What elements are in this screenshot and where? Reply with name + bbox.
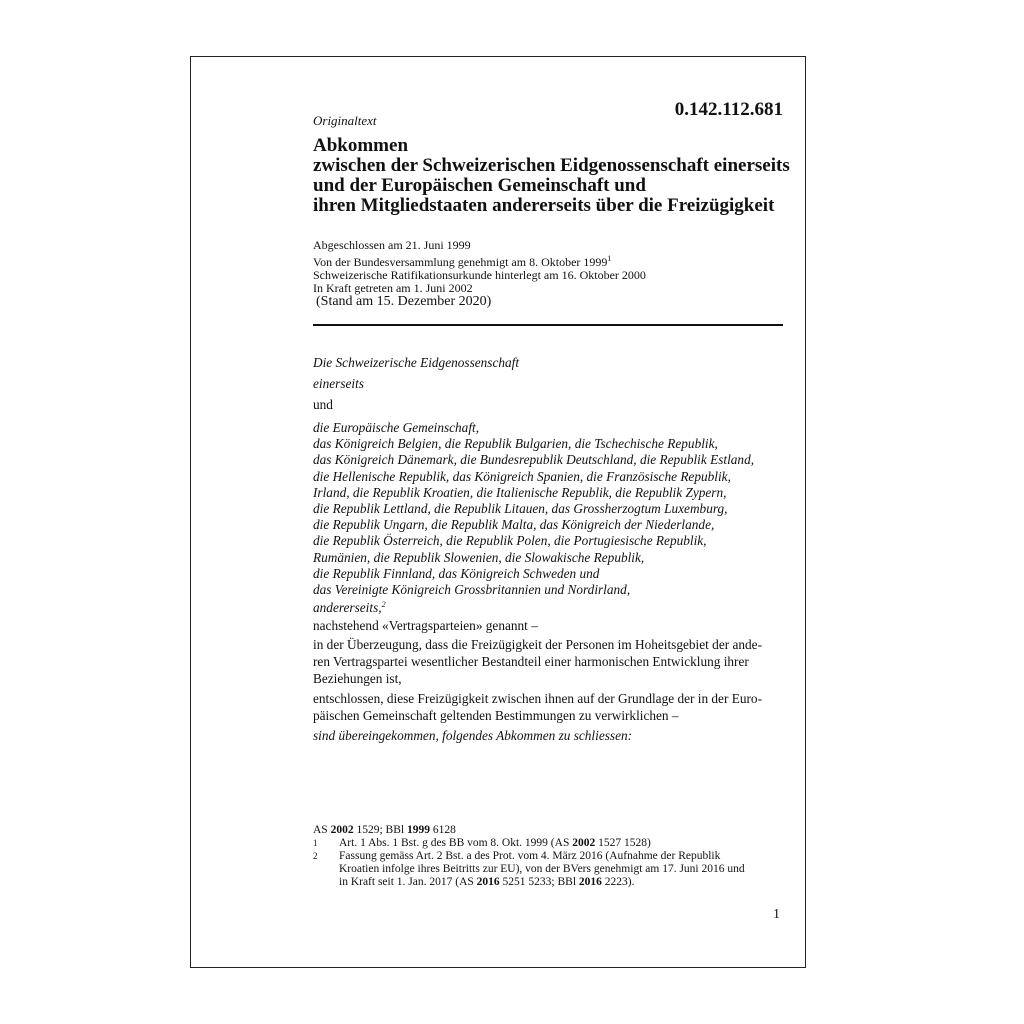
bold-text: 2016 xyxy=(476,876,500,888)
title-line: ihren Mitgliedstaaten andererseits über die Freizügigkeit xyxy=(313,195,775,216)
party-line: die Hellenische Republik, das Königreich Spanien, die Französische Republik, xyxy=(313,468,731,484)
text-line: in der Überzeugung, dass die Freizügigkeit der Personen im Hoheitsgebiet der ande- xyxy=(313,637,763,652)
divider xyxy=(313,324,783,326)
party-line: das Königreich Belgien, die Republik Bulgarien, die Tschechische Republik, xyxy=(313,436,718,452)
text-line: Beziehungen ist, xyxy=(313,671,402,686)
andererseits-text: andererseits, xyxy=(313,600,382,615)
text-line: ren Vertragspartei wesentlicher Bestandteil einer harmonischen Entwicklung ihrer xyxy=(313,654,749,669)
text-line: päischen Gemeinschaft geltenden Bestimmungen zu verwirklichen – xyxy=(313,708,679,723)
title-line: zwischen der Schweizerischen Eidgenossenschaft einerseits xyxy=(313,155,790,176)
page-number: 1 xyxy=(773,907,780,922)
text-line: entschlossen, diese Freizügigkeit zwischen ihnen auf der Grundlage der in der Euro- xyxy=(313,691,762,706)
closing-statement: sind übereingekommen, folgendes Abkommen zu schliessen: xyxy=(313,728,633,743)
entschlossen-paragraph xyxy=(313,690,762,724)
concluded-date: Abgeschlossen am 21. Juni 1999 xyxy=(313,238,471,252)
text-segment: in Kraft seit 1. Jan. 2017 (AS xyxy=(339,876,477,888)
sr-number: 0.142.112.681 xyxy=(674,99,783,120)
text-segment: 5251 5233; BBl xyxy=(499,876,579,888)
bold-text: 2016 xyxy=(578,876,602,888)
footnote-line xyxy=(339,837,651,850)
andererseits xyxy=(313,596,386,616)
document-title xyxy=(313,136,790,216)
nachstehend: nachstehend «Vertragsparteien» genannt – xyxy=(313,618,538,633)
title-line: und der Europäischen Gemeinschaft und xyxy=(313,175,646,196)
footnote-ref[interactable]: 1 xyxy=(607,254,612,263)
text-segment: Art. 1 Abs. 1 Bst. g des BB vom 8. Okt. 1999 (AS xyxy=(339,837,573,849)
footnote-ref[interactable]: 2 xyxy=(381,600,386,609)
in-force-date: In Kraft getreten am 1. Juni 2002 xyxy=(313,281,473,295)
footnote-text xyxy=(339,837,651,850)
text-segment: AS xyxy=(313,824,331,836)
document-metadata xyxy=(313,239,646,295)
approved-text: Von der Bundesversammlung genehmigt am 8. Oktober 1999 xyxy=(313,255,608,269)
footnote-list xyxy=(313,837,745,889)
ratification-date: Schweizerische Ratifikationsurkunde hinterlegt am 16. Oktober 2000 xyxy=(313,268,646,282)
bold-text: 2002 xyxy=(572,837,596,849)
footnote-text xyxy=(339,850,745,889)
footnote-number: 2 xyxy=(313,851,318,861)
text-segment: 1527 1528) xyxy=(595,837,651,849)
title-line: Abkommen xyxy=(313,135,409,156)
status-date: (Stand am 15. Dezember 2020) xyxy=(316,294,492,309)
text-segment: 2223). xyxy=(601,876,635,888)
as-reference xyxy=(313,824,745,837)
party-line: das Vereinigte Königreich Grossbritannien und Nordirland, xyxy=(313,582,631,598)
footnotes xyxy=(313,824,745,889)
approved-date xyxy=(313,252,646,269)
party-2-list xyxy=(313,420,754,598)
footnote xyxy=(313,837,745,850)
original-text-label: Originaltext xyxy=(313,113,377,128)
footnote-line xyxy=(339,863,745,876)
party-line: die Republik Lettland, die Republik Litauen, das Grossherzogtum Luxemburg, xyxy=(313,501,728,517)
party-1: Die Schweizerische Eidgenossenschaft xyxy=(313,355,520,370)
party-line: Rumänien, die Republik Slowenien, die Slowakische Republik, xyxy=(313,549,645,565)
party-line: die Republik Österreich, die Republik Polen, die Portugiesische Republik, xyxy=(313,533,707,549)
party-line: das Königreich Dänemark, die Bundesrepublik Deutschland, die Republik Estland, xyxy=(313,452,755,468)
einerseits: einerseits xyxy=(313,376,364,391)
text-segment: Kroatien infolge ihres Beitritts zur EU), von der BVers genehmigt am 17. Juni 2016 und xyxy=(339,863,745,875)
text-segment: 6128 xyxy=(429,824,456,836)
party-line: die Europäische Gemeinschaft, xyxy=(313,420,480,435)
text-segment: Fassung gemäss Art. 2 Bst. a des Prot. vom 4. März 2016 (Aufnahme der Republik xyxy=(339,850,721,862)
ueberzeugung-paragraph xyxy=(313,636,762,687)
party-line: die Republik Finnland, das Königreich Schweden und xyxy=(313,565,600,581)
footnote-line xyxy=(339,850,745,863)
footnote-number: 1 xyxy=(313,838,318,848)
bold-text: 2002 xyxy=(330,824,354,836)
party-line: die Republik Ungarn, die Republik Malta, das Königreich der Niederlande, xyxy=(313,517,715,533)
text-segment: 1529; BBl xyxy=(353,824,407,836)
bold-text: 1999 xyxy=(406,824,430,836)
und: und xyxy=(313,397,333,412)
footnote-line xyxy=(339,876,745,889)
footnote xyxy=(313,850,745,889)
party-line: Irland, die Republik Kroatien, die Italienische Republik, die Republik Zypern, xyxy=(313,484,727,500)
